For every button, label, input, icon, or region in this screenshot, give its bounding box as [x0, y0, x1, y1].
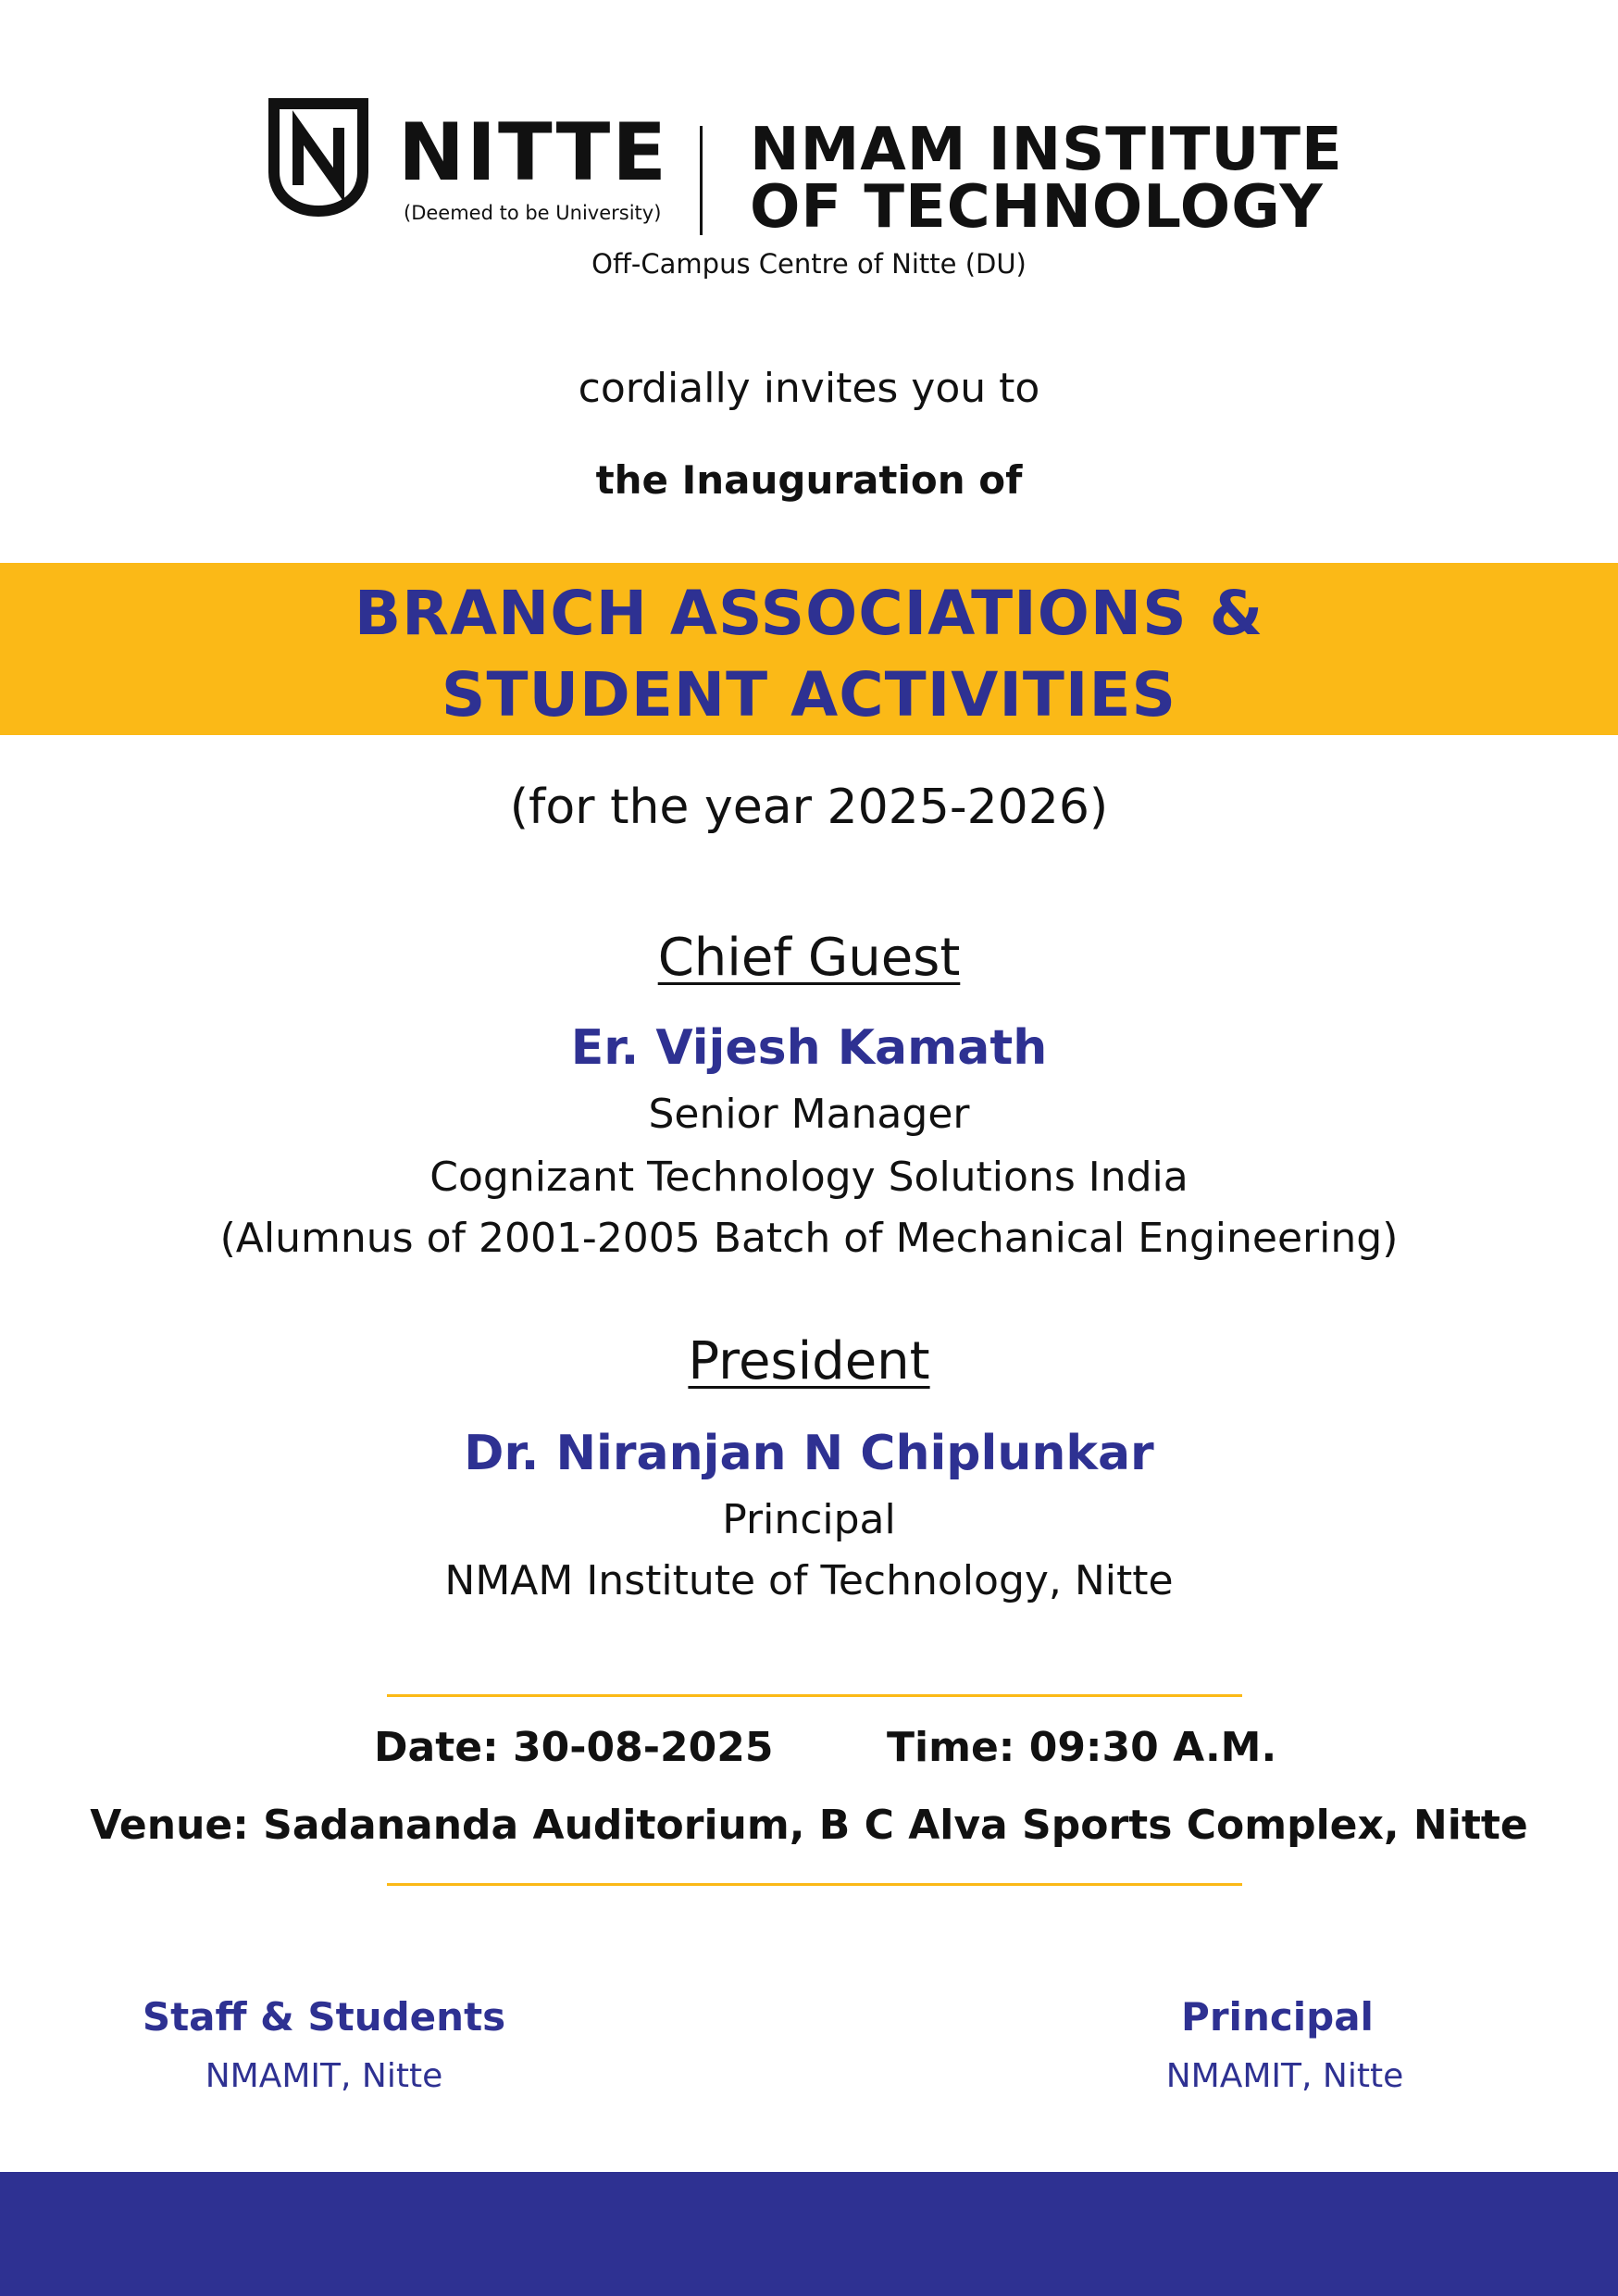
chief-guest-company: Cognizant Technology Solutions India — [429, 1154, 1189, 1201]
event-time: Time: 09:30 A.M. — [887, 1724, 1277, 1771]
chief-guest-role: Senior Manager — [648, 1091, 970, 1138]
president-name: Dr. Niranjan N Chiplunkar — [464, 1426, 1154, 1481]
event-venue: Venue: Sadananda Auditorium, B C Alva Sports Complex, Nitte — [90, 1802, 1528, 1849]
chief-guest-name: Er. Vijesh Kamath — [570, 1020, 1048, 1076]
off-campus-text: Off-Campus Centre of Nitte (DU) — [591, 248, 1027, 280]
institute-name-line1: NMAM INSTITUTE — [750, 116, 1343, 184]
event-date: Date: 30-08-2025 — [374, 1724, 774, 1771]
divider-bottom — [387, 1883, 1242, 1886]
signature-right-subtitle: NMAMIT, Nitte — [1165, 2057, 1404, 2095]
invite-line1: cordially invites you to — [578, 365, 1040, 412]
event-year: (for the year 2025-2026) — [509, 780, 1109, 835]
president-heading: President — [688, 1331, 930, 1391]
invite-line2: the Inauguration of — [595, 457, 1023, 503]
signature-left-subtitle: NMAMIT, Nitte — [205, 2057, 443, 2095]
president-role: Principal — [722, 1496, 896, 1543]
logo-tagline: (Deemed to be University) — [404, 202, 662, 224]
logo-divider — [700, 126, 703, 235]
institute-name-line2: OF TECHNOLOGY — [750, 173, 1324, 242]
institute-logo — [267, 96, 1350, 272]
banner-title-line1: BRANCH ASSOCIATIONS & — [354, 578, 1264, 649]
signature-left-title: Staff & Students — [142, 1994, 506, 2040]
footer-band — [0, 2172, 1618, 2296]
logo-word: NITTE — [398, 106, 669, 199]
banner-title-line2: STUDENT ACTIVITIES — [441, 659, 1177, 730]
signature-right-title: Principal — [1181, 1994, 1374, 2040]
chief-guest-note: (Alumnus of 2001-2005 Batch of Mechanical Engineering) — [219, 1215, 1399, 1262]
chief-guest-heading: Chief Guest — [657, 928, 961, 988]
president-org: NMAM Institute of Technology, Nitte — [444, 1557, 1174, 1604]
divider-top — [387, 1694, 1242, 1697]
nitte-shield-icon — [267, 96, 370, 217]
